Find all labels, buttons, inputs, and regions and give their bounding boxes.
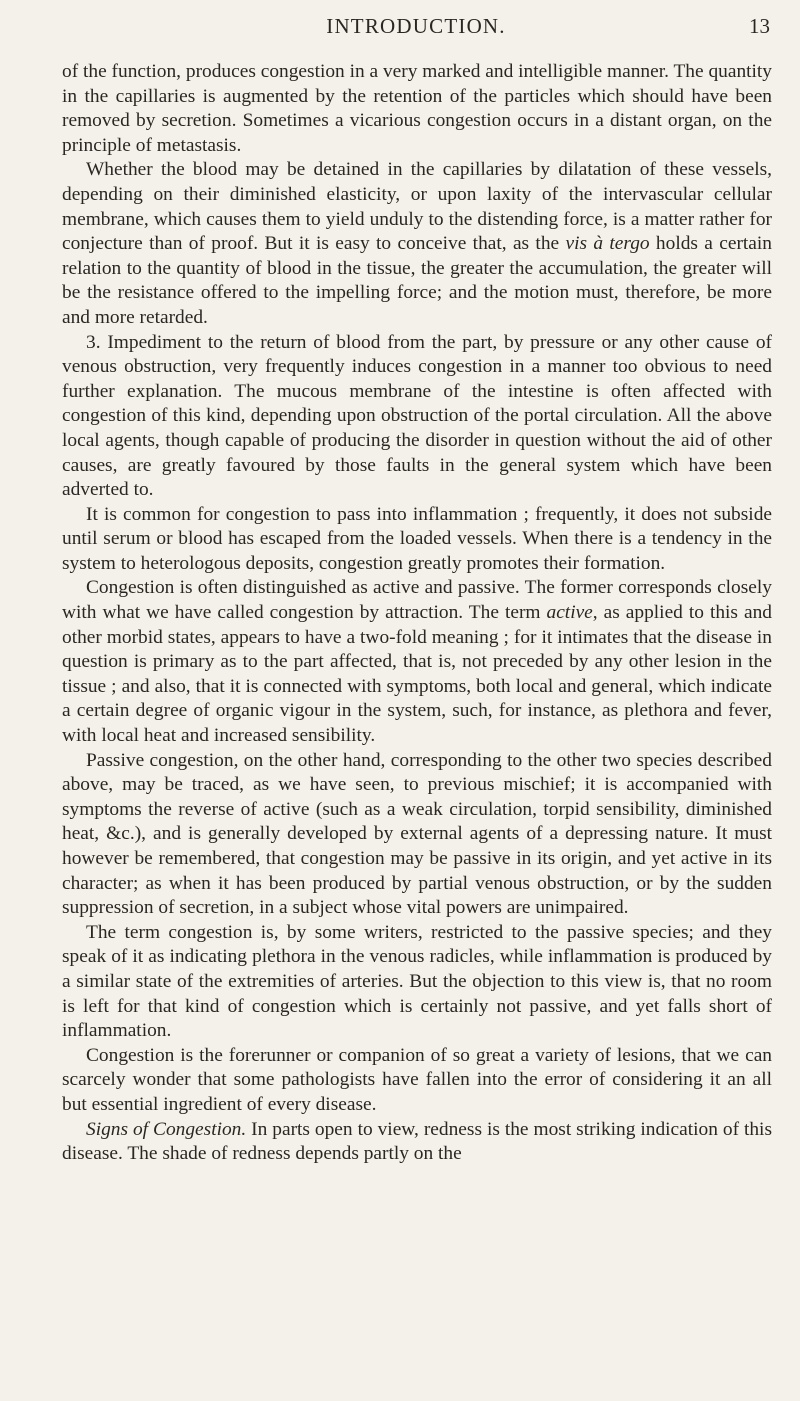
- page-number: 13: [749, 14, 770, 38]
- paragraph-p3: [62, 331, 772, 503]
- paragraph-p4: [62, 503, 772, 577]
- text-run: Whether the blood may be detained in the capillaries by dilatation of these vessels, depending on their diminished elasticity, or upon laxity of the intervascular cellular membrane, which causes them to yield unduly to the distending force, is a matter rather for conjecture than of proof. But it is easy to conceive that, as the: [62, 159, 772, 255]
- italic-text: active: [546, 602, 593, 624]
- text-run: of the function, produces congestion in a very marked and intelligible manner. The quantity in the capillaries is augmented by the retention of the particles which should have been removed by secretion. Sometimes a vicarious congestion occurs in a distant organ, on the principle of metastasis.: [62, 61, 772, 156]
- text-run: Congestion is often distinguished as active and passive. The former corresponds closely with what we have called congestion by attraction. The term: [62, 577, 772, 624]
- text-run: The term congestion is, by some writers, restricted to the passive species; and they speak of it as indicating plethora in the venous radicles, while inflammation is produced by a similar state of the extremities of arteries. But the objection to this view is, that no room is left for that kind of congestion which is certainly not passive, and yet falls short of inflammation.: [62, 921, 772, 1042]
- paragraph-p2: [62, 158, 772, 330]
- body-text: [62, 60, 772, 1167]
- italic-text: vis à tergo: [565, 233, 650, 255]
- paragraph-p8: [62, 1044, 772, 1118]
- paragraph-p1: [62, 60, 772, 158]
- paragraph-p9: [62, 1118, 772, 1167]
- text-run: In parts open to view, redness is the most striking indication of this disease. The shade of redness depends partly on the: [62, 1118, 772, 1165]
- paragraph-p6: [62, 749, 772, 921]
- running-header: [62, 0, 770, 55]
- text-run: Congestion is the forerunner or companion of so great a variety of lesions, that we can scarcely wonder that some pathologists have fallen into the error of considering it an all but essential ingredient of every disease.: [62, 1044, 772, 1115]
- text-run: 3. Impediment to the return of blood from the part, by pressure or any other cause of venous obstruction, very frequently induces congestion in a manner too obvious to need further explanation. The mucous membrane of the intestine is often affected with congestion of this kind, depending upon obstruction of the portal circulation. All the above local agents, though capable of producing the disorder in question without the aid of other causes, are greatly favoured by those faults in the general system which have been adverted to.: [62, 331, 772, 501]
- text-run: , as applied to this and other morbid states, appears to have a two-fold meaning ; for it intimates that the disease in question is primary as to the part affected, that is, not preceded by any other lesion in the tissue ; and also, that it is connected with symptoms, both local and general, which indicate a certain degree of organic vigour in the system, such, for instance, as plethora and fever, with local heat and increased sensibility.: [62, 602, 772, 747]
- paragraph-p7: [62, 921, 772, 1044]
- italic-text: Signs of Congestion.: [86, 1118, 247, 1140]
- paragraph-p5: [62, 576, 772, 748]
- text-run: Passive congestion, on the other hand, corresponding to the other two species described above, may be traced, as we have seen, to previous mischief; it is accompanied with symptoms the reverse of active (such as a weak circulation, torpid sensibility, diminished heat, &c.), and is generally developed by external agents of a depressing nature. It must however be remembered, that congestion may be passive in its origin, and yet active in its character; as when it has been produced by partial venous obstruction, or by the sudden suppression of secretion, in a subject whose vital powers are unimpaired.: [62, 749, 772, 919]
- text-run: It is common for congestion to pass into inflammation ; frequently, it does not subside until serum or blood has escaped from the loaded vessels. When there is a tendency in the system to heterologous deposits, congestion greatly promotes their formation.: [62, 503, 772, 574]
- text-run: holds a certain relation to the quantity of blood in the tissue, the greater the accumulation, the greater will be the resistance offered to the impelling force; and the motion must, therefore, be more and more retarded.: [62, 233, 772, 328]
- running-title: INTRODUCTION.: [326, 14, 506, 38]
